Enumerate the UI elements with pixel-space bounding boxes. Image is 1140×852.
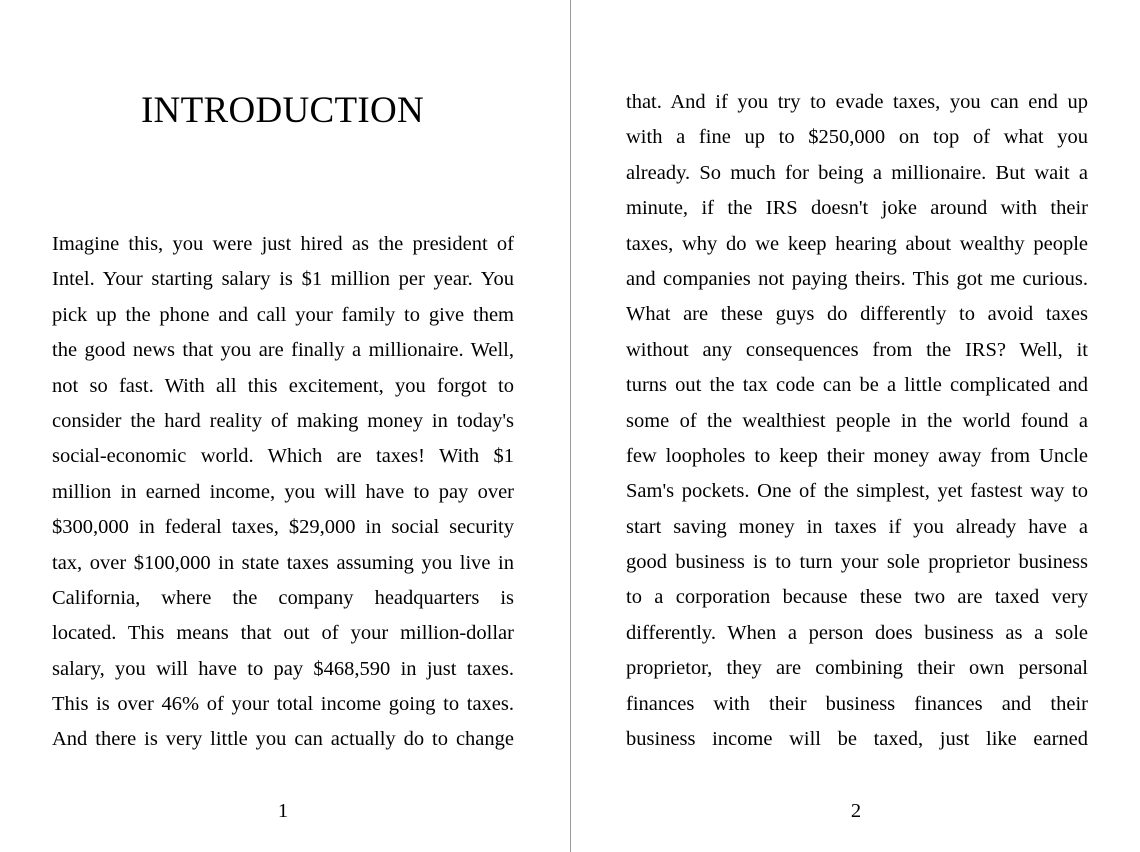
text-line: proprietor, they are combining their own personal [626, 657, 1088, 680]
text-line: pick up the phone and call your family to give them [52, 303, 514, 326]
text-line: What are these guys do differently to avoid taxes [626, 303, 1088, 326]
page-number: 2 [850, 800, 862, 822]
left-page-body-text [52, 227, 514, 758]
right-page [571, 0, 1140, 852]
text-line: and companies not paying theirs. This got me curious. [626, 267, 1088, 290]
text-line: consider the hard reality of making money in today's [52, 409, 514, 432]
text-line: And there is very little you can actually do to change [52, 728, 514, 751]
text-line: good business is to turn your sole proprietor business [626, 551, 1088, 574]
text-line: social-economic world. Which are taxes! With $1 [52, 445, 514, 468]
text-line: with a fine up to $250,000 on top of what you [626, 126, 1088, 149]
text-line: that. And if you try to evade taxes, you can end up [626, 91, 1088, 113]
text-line: Sam's pockets. One of the simplest, yet fastest way to [626, 480, 1088, 503]
right-page-body-text [626, 85, 1088, 757]
text-line: minute, if the IRS doesn't joke around with their [626, 197, 1088, 220]
text-line: few loopholes to keep their money away from Uncle [626, 444, 1088, 467]
text-line: Imagine this, you were just hired as the president of [52, 233, 514, 255]
page-number: 1 [277, 800, 289, 822]
text-line: $300,000 in federal taxes, $29,000 in social security [52, 516, 514, 539]
text-line: business income will be taxed, just like earned [626, 728, 1088, 751]
text-line: the good news that you are finally a millionaire. Well, [52, 339, 514, 362]
text-line: million in earned income, you will have to pay over [52, 480, 514, 503]
text-line: differently. When a person does business as a sole [626, 621, 1088, 644]
text-line: salary, you will have to pay $468,590 in just taxes. [52, 657, 514, 680]
text-line: located. This means that out of your million-dollar [52, 622, 514, 645]
text-line: taxes, why do we keep hearing about wealthy people [626, 232, 1088, 255]
text-line: finances with their business finances and their [626, 692, 1088, 715]
text-line: This is over 46% of your total income going to taxes. [52, 693, 514, 716]
text-line: already. So much for being a millionaire. But wait a [626, 161, 1088, 184]
text-line: California, where the company headquarters is [52, 586, 514, 609]
text-line: turns out the tax code can be a little complicated and [626, 374, 1088, 397]
text-line: not so fast. With all this excitement, you forgot to [52, 374, 514, 397]
text-line: start saving money in taxes if you already have a [626, 515, 1088, 538]
chapter-title: INTRODUCTION [140, 90, 425, 131]
text-line: to a corporation because these two are taxed very [626, 586, 1088, 609]
text-line: Intel. Your starting salary is $1 million per year. You [52, 268, 514, 291]
text-line: tax, over $100,000 in state taxes assuming you live in [52, 551, 514, 574]
text-line: some of the wealthiest people in the world found a [626, 409, 1088, 432]
text-line: without any consequences from the IRS? Well, it [626, 338, 1088, 361]
